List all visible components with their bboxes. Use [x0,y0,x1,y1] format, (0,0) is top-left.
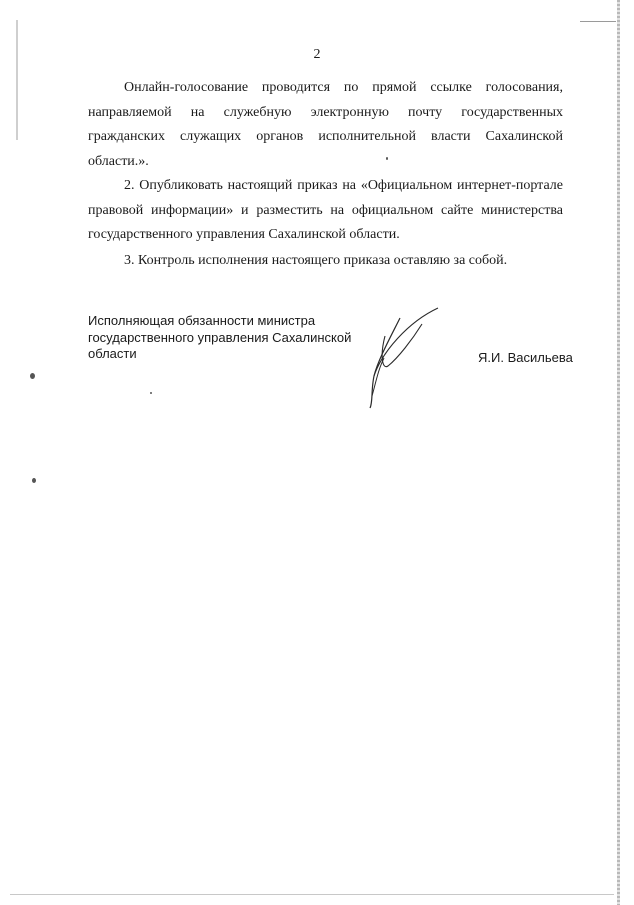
signer-name: Я.И. Васильева [478,350,573,365]
handwritten-signature [360,300,450,410]
paragraph-online-voting: Онлайн-голосование проводится по прямой ссылке голосования, направляемой на служебную электронную почту государственных гражданских служащих органов исполнительной власти Сахалинской области.». [88,80,563,169]
signatory-position: Исполняющая обязанности министра государственного управления Сахалинской области [88,313,352,361]
page-number: 2 [313,47,321,62]
scan-speck [32,478,36,483]
scan-edge-right [617,0,620,905]
scan-speck [30,373,35,379]
scan-mark-top [580,21,616,22]
scan-edge-bottom [10,894,614,895]
paragraph-control: 3. Контроль исполнения настоящего приказа оставляю за собой. [124,253,508,268]
scan-speck [150,392,152,394]
paragraph-publish-order: 2. Опубликовать настоящий приказ на «Официальном интернет-портале правовой информации» и разместить на официальном сайте министерства государственного управления Сахалинской области. [88,178,563,243]
scan-edge-left [16,20,18,140]
